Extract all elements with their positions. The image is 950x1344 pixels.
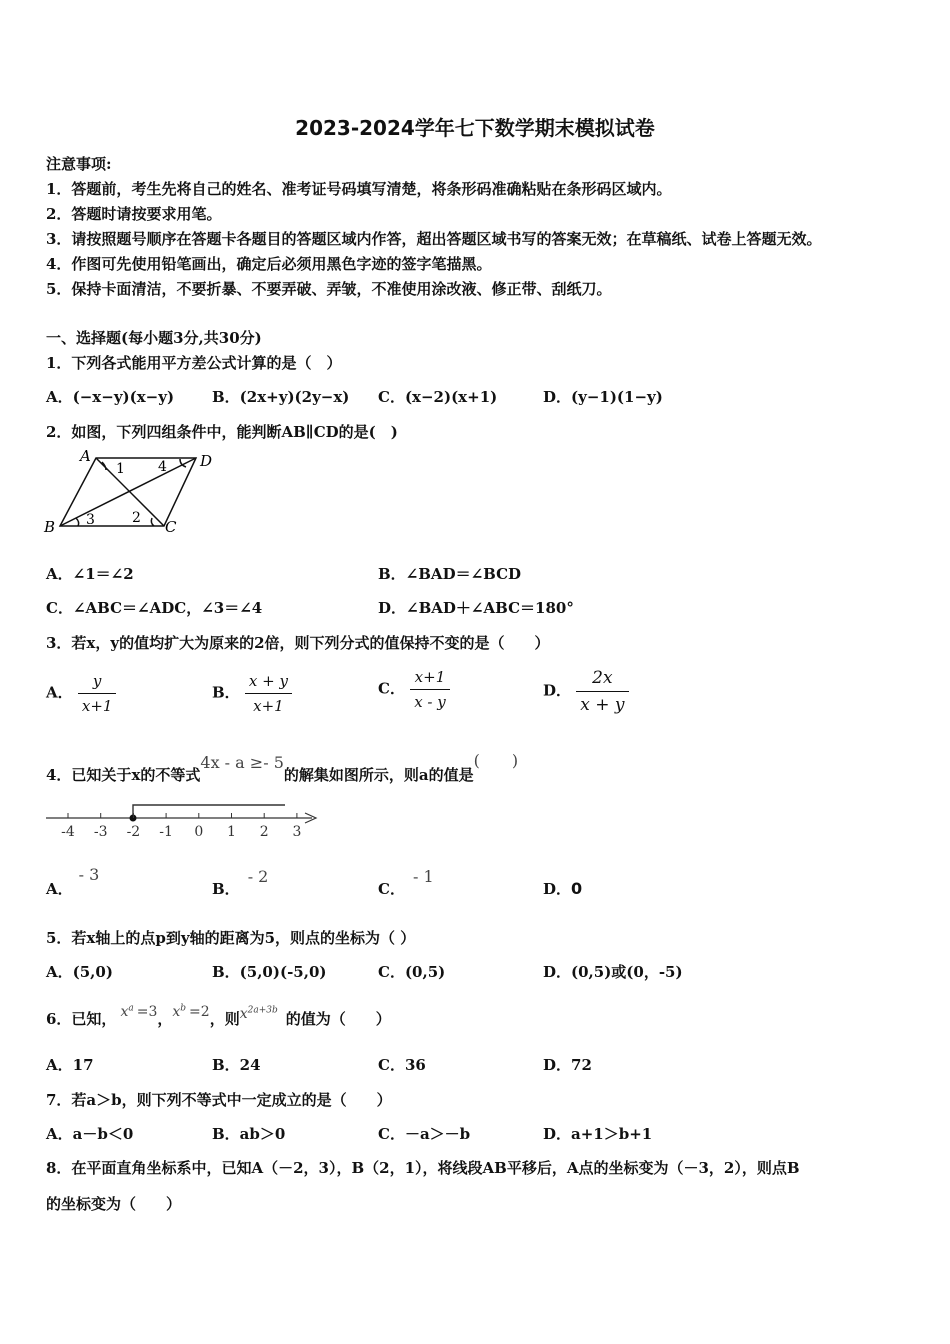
tick-label: 0: [194, 824, 204, 840]
tick-label: -1: [159, 824, 173, 840]
q6-expr-1: [120, 1004, 157, 1020]
q4-option-a-value: - 3: [78, 865, 100, 884]
notice-heading: 注意事项:: [46, 155, 112, 173]
question-4-stem: [46, 751, 519, 784]
q2-option-a: A．∠1＝∠2: [46, 565, 134, 583]
q5-option-b: B．(5,0)(-5,0): [212, 963, 327, 981]
section-heading: 一、选择题(每小题3分,共30分): [46, 329, 262, 347]
question-1-stem: 1．下列各式能用平方差公式计算的是（ ）: [46, 354, 342, 372]
vertex-d-label: D: [200, 452, 213, 470]
q6-expr-2: [172, 1004, 209, 1020]
fraction-numerator: y: [78, 672, 117, 694]
tick-label: 2: [259, 824, 269, 840]
q4-option-d-label: D．: [543, 880, 572, 898]
vertex-b-label: B: [44, 518, 56, 536]
q6-option-c: C．36: [378, 1056, 426, 1074]
q2-option-c: C．∠ABC＝∠ADC，∠3＝∠4: [46, 599, 263, 617]
question-2-stem: 2．如图，下列四组条件中，能判断AB∥CD的是( ): [46, 423, 398, 441]
number-line: [40, 798, 330, 844]
fraction-denominator: x+1: [81, 697, 113, 715]
notice-item: 4．作图可先使用铅笔画出，确定后必须用黑色字迹的签字笔描黑。: [46, 255, 492, 273]
notice-item: 3．请按照题号顺序在答题卡各题目的答题区域内作答，超出答题区域书写的答案无效；在草稿纸、试卷上答题无效。: [46, 230, 822, 248]
q7-option-d: D．a+1＞b+1: [543, 1125, 653, 1143]
q6-stem-pre: 6．已知，: [46, 1010, 117, 1028]
q6-expr-3-exponent: 2a+3b: [247, 1005, 278, 1016]
q2-option-b: B．∠BAD＝∠BCD: [378, 565, 522, 583]
tick-label: 1: [227, 824, 236, 840]
q3-option-a-fraction: [78, 672, 117, 715]
q3-option-d-fraction: [576, 668, 628, 715]
q4-option-c: [378, 867, 434, 899]
fraction-denominator: x - y: [414, 693, 446, 711]
notice-item: 2．答题时请按要求用笔。: [46, 205, 222, 223]
q5-option-d: D．(0,5)或(0，-5): [543, 963, 683, 981]
angle-arc-3: [76, 518, 79, 526]
tick-label: -4: [61, 824, 75, 840]
question-5-stem: 5．若x轴上的点p到y轴的距离为5，则点的坐标为（ ）: [46, 929, 416, 947]
diagonal-bd: [60, 458, 196, 526]
notice-item: 1．答题前，考生先将自己的姓名、准考证号码填写清楚，将条形码准确粘贴在条形码区域内。: [46, 180, 672, 198]
parallelogram-figure: [40, 448, 230, 540]
q6-expr-1-base: x: [120, 1004, 129, 1020]
q4-option-b-label: B．: [212, 880, 240, 898]
q4-option-a: [46, 865, 100, 899]
vertex-c-label: C: [165, 518, 177, 536]
q4-option-a-label: A．: [46, 880, 73, 898]
notice-item: 5．保持卡面清洁，不要折暴、不要弄破、弄皱，不准使用涂改液、修正带、刮纸刀。: [46, 280, 612, 298]
q3-option-b-fraction: [245, 672, 292, 715]
fraction-numerator: 2x: [576, 668, 628, 692]
q6-stem-post: 的值为（ ）: [285, 1010, 391, 1028]
q3-option-c: [378, 668, 450, 711]
q6-option-d: D．72: [543, 1056, 592, 1074]
fraction-denominator: x+1: [253, 697, 284, 715]
q3-option-a: [46, 672, 116, 715]
q4-option-b-value: - 2: [247, 867, 269, 886]
q6-expr-1-exponent: a: [128, 1003, 134, 1014]
q3-option-b-label: B．: [212, 683, 240, 702]
q3-option-b: [212, 672, 292, 715]
question-7-stem: 7．若a＞b，则下列不等式中一定成立的是（ ）: [46, 1091, 392, 1109]
question-3-stem: 3．若x，y的值均扩大为原来的2倍，则下列分式的值保持不变的是（ ）: [46, 634, 550, 652]
q2-option-d: D．∠BAD＋∠ABC＝180°: [378, 599, 574, 617]
q3-option-c-fraction: [410, 668, 450, 711]
question-6-stem: [46, 1003, 391, 1029]
q6-comma: ，: [157, 1010, 173, 1028]
q6-expr-3-base: x: [239, 1006, 248, 1022]
q4-stem-post: 的解集如图所示，则a的值是: [283, 766, 474, 784]
q4-option-b: [212, 867, 269, 899]
q7-option-a: A．a－b＜0: [46, 1125, 134, 1143]
q3-option-c-label: C．: [378, 679, 405, 698]
q5-option-c: C．(0,5): [378, 963, 446, 981]
q6-expr-1-rest: =3: [136, 1004, 158, 1020]
q3-option-a-label: A．: [46, 683, 73, 702]
tick-label: 3: [292, 824, 302, 840]
question-8-stem-line1: 8．在平面直角坐标系中，已知A（－2，3），B（2，1），将线段AB平移后，A点的坐标变为（－3，2），则点B: [46, 1159, 800, 1177]
q6-option-b: B．24: [212, 1056, 261, 1074]
q1-option-c: C．(x−2)(x+1): [378, 388, 498, 406]
q4-option-c-label: C．: [378, 880, 405, 898]
tick-label: -2: [126, 824, 141, 840]
number-line-ticks: [61, 813, 301, 840]
q1-option-d: D．(y−1)(1−y): [543, 388, 663, 406]
q6-expr-2-base: x: [172, 1004, 181, 1020]
page-title: 2023-2024学年七下数学期末模拟试卷: [295, 116, 655, 140]
solution-ray: [133, 805, 285, 818]
angle-2-label: 2: [132, 510, 141, 526]
q6-option-a: A．17: [46, 1056, 94, 1074]
angle-3-label: 3: [86, 512, 95, 528]
fraction-numerator: x + y: [245, 672, 292, 694]
fraction-denominator: x + y: [580, 695, 625, 715]
q4-option-d: [543, 878, 582, 899]
q1-option-b: B．(2x+y)(2y−x): [212, 388, 350, 406]
q6-then: ，则: [209, 1010, 240, 1028]
tick-label: -3: [93, 824, 108, 840]
vertex-a-label: A: [80, 448, 91, 465]
q4-inequality: 4x - a ≥- 5: [200, 753, 284, 772]
q4-stem-pre: 4．已知关于x的不等式: [46, 766, 201, 784]
angle-4-label: 4: [158, 459, 167, 475]
q6-expr-2-rest: =2: [189, 1004, 210, 1020]
q1-option-a: A．(−x−y)(x−y): [46, 388, 175, 406]
q6-expr-3: [240, 1006, 278, 1022]
q4-option-c-value: - 1: [412, 867, 434, 886]
q5-option-a: A．(5,0): [46, 963, 113, 981]
q6-expr-2-exponent: b: [180, 1003, 187, 1014]
angle-1-label: 1: [116, 461, 125, 477]
q7-option-c: C．－a＞－b: [378, 1125, 471, 1143]
q7-option-b: B．ab＞0: [212, 1125, 286, 1143]
question-8-stem-line2: 的坐标变为（ ）: [46, 1195, 182, 1213]
q4-option-d-value: 0: [571, 879, 583, 898]
angle-arc-2: [151, 518, 154, 526]
q4-paren: ( ): [473, 751, 519, 770]
fraction-numerator: x+1: [410, 668, 450, 690]
q3-option-d-label: D．: [543, 681, 572, 700]
q3-option-d: [543, 668, 629, 715]
